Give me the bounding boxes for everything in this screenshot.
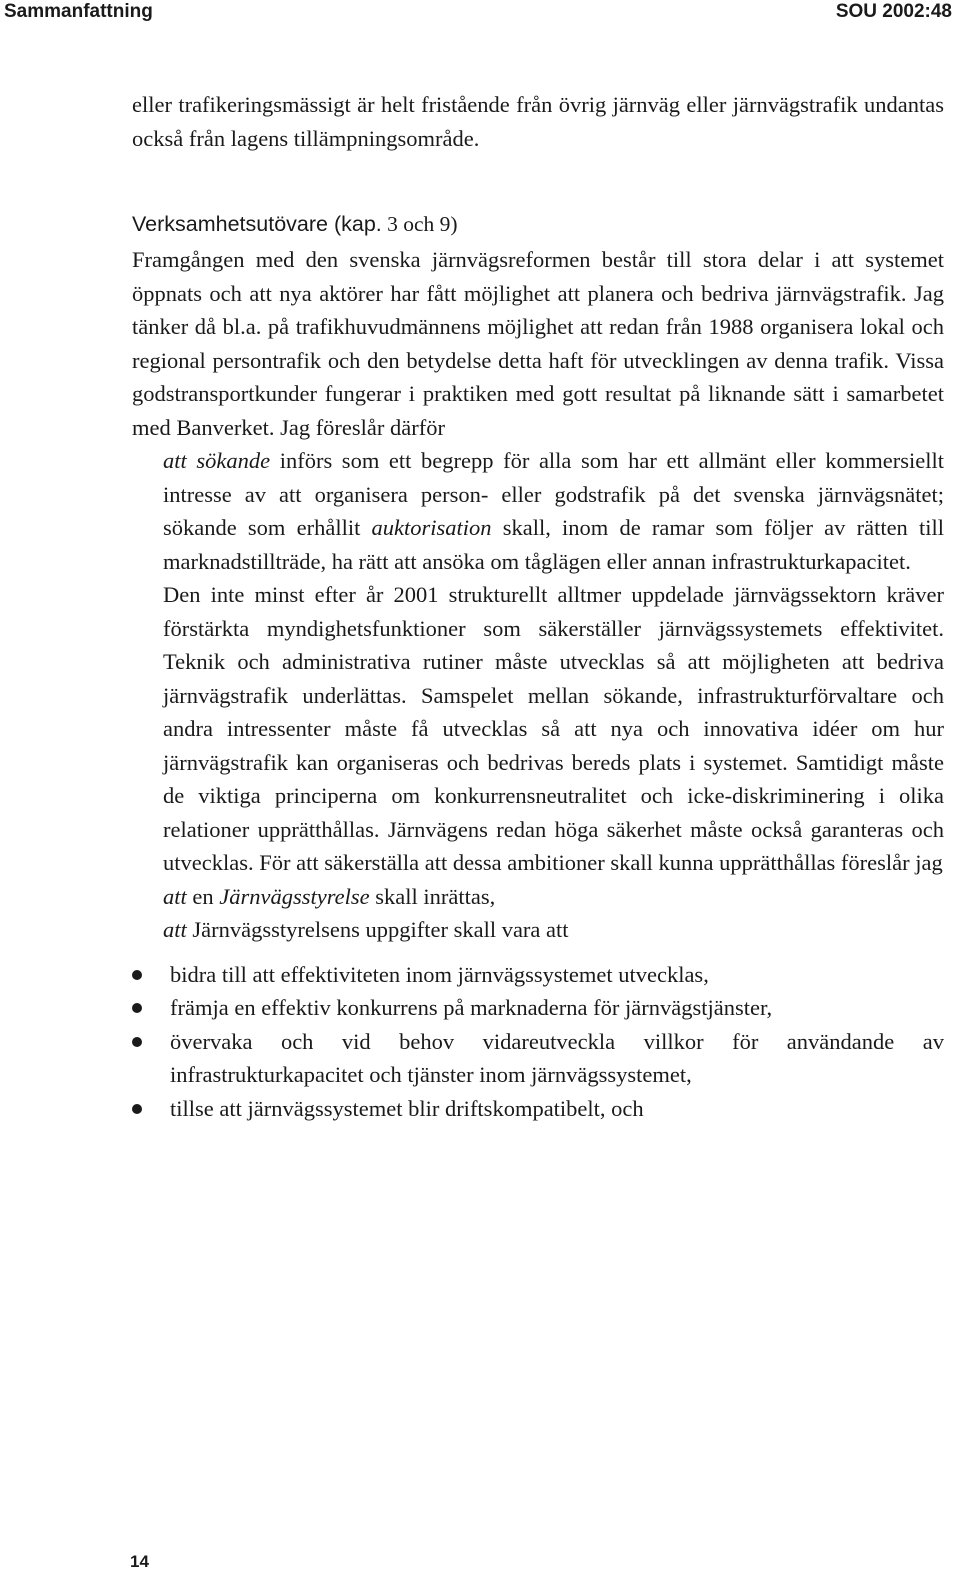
list-item-text: tillse att järnvägssystemet blir driftskompatibelt, och <box>170 1095 644 1121</box>
paragraph-reform: Framgången med den svenska järnvägsreformen består till stora delar i att systemet öppnats och att nya aktörer har fått möjlighet att planera och bedriva järnvägstrafik. Jag tänker då bl.a. på trafikhuvudmännens möjlighet att redan från 1988 organisera lokal och regional persontrafik och den betydelse detta haft för utvecklingen av denna trafik. Vissa godstransportkunder fungerar i praktiken med gott resultat på liknande sätt i samarbetet med Banverket. Jag föreslår därför <box>132 247 944 440</box>
proposal-2-rest: Järnvägsstyrelsens uppgifter skall vara att <box>186 917 569 942</box>
page-body <box>132 88 944 1125</box>
proposal-1-att: att <box>163 883 187 909</box>
bullet-icon <box>132 970 142 980</box>
paragraph-continued: eller trafikeringsmässigt är helt fristående från övrig järnväg eller järnvägstrafik undantas också från lagens tillämpningsområde. <box>132 92 944 151</box>
section-heading <box>132 208 944 241</box>
list-item-text: bidra till att effektiviteten inom järnvägssystemet utvecklas, <box>170 961 709 987</box>
bullet-icon <box>132 1003 142 1013</box>
list-item <box>132 991 944 1025</box>
list-item-text: främja en effektiv konkurrens på marknaderna för järnvägstjänster, <box>170 995 773 1020</box>
term-railway-board: Järnvägsstyrelse <box>219 883 370 909</box>
section-heading-chapters: 3 och 9) <box>381 212 458 236</box>
running-header <box>0 0 960 28</box>
definition-text-b: skall, inom de ramar som följer av rätten till marknadstillträde, ha rätt att ansöka om tåglägen eller annan infrastrukturkapacitet. <box>163 515 944 574</box>
list-item <box>132 1025 944 1092</box>
term-authorization: auktorisation <box>371 515 492 540</box>
term-applicant: att sökande <box>163 448 271 473</box>
list-item-text: övervaka och vid behov vidareutveckla villkor för användande av infrastrukturkapacitet och tjänster inom järnvägssystemet, <box>170 1028 944 1087</box>
proposal-1-en: en <box>186 883 220 909</box>
definition-applicant <box>132 444 944 578</box>
definition-text-a: införs som ett begrepp för alla som har ett allmänt eller kommersiellt intresse av att organisera person- eller godstrafik på det svenska järnvägsnätet; sökande som erhållit <box>163 448 944 540</box>
paragraph-authority: Den inte minst efter år 2001 strukturellt alltmer uppdelade järnvägssektorn kräver förstärkta myndighetsfunktioner som säkerställer järnvägssystemets effektivitet. Teknik och administrativa rutiner måste utvecklas så att möjligheten att bedriva järnvägstrafik underlättas. Samspelet mellan sökande, infrastrukturförvaltare och andra intressenter måste få utvecklas så att nya och innovativa idéer om hur järnvägstrafik kan organiseras och bedrivas bereds plats i systemet. Samtidigt måste de viktiga principerna om konkurrensneutralitet och icke-diskriminering i olika relationer upprätthållas. Järnvägens redan höga säkerhet måste också garanteras och utvecklas. För att säkerställa att dessa ambitioner skall kunna upprätthållas föreslår jag <box>163 582 944 875</box>
proposal-1-rest: skall inrättas, <box>369 883 496 909</box>
proposal-2-att: att <box>163 917 187 942</box>
proposal-1 <box>132 880 944 914</box>
section-heading-text: Verksamhetsutövare (kap. <box>132 212 382 236</box>
proposal-2 <box>132 913 944 947</box>
document-id: SOU 2002:48 <box>835 1 952 22</box>
list-item <box>132 1092 944 1126</box>
task-list <box>132 958 944 1126</box>
page-number: 14 <box>130 1552 149 1571</box>
section-title: Sammanfattning <box>4 1 153 22</box>
list-item <box>132 958 944 992</box>
bullet-icon <box>132 1037 142 1047</box>
bullet-icon <box>132 1104 142 1114</box>
